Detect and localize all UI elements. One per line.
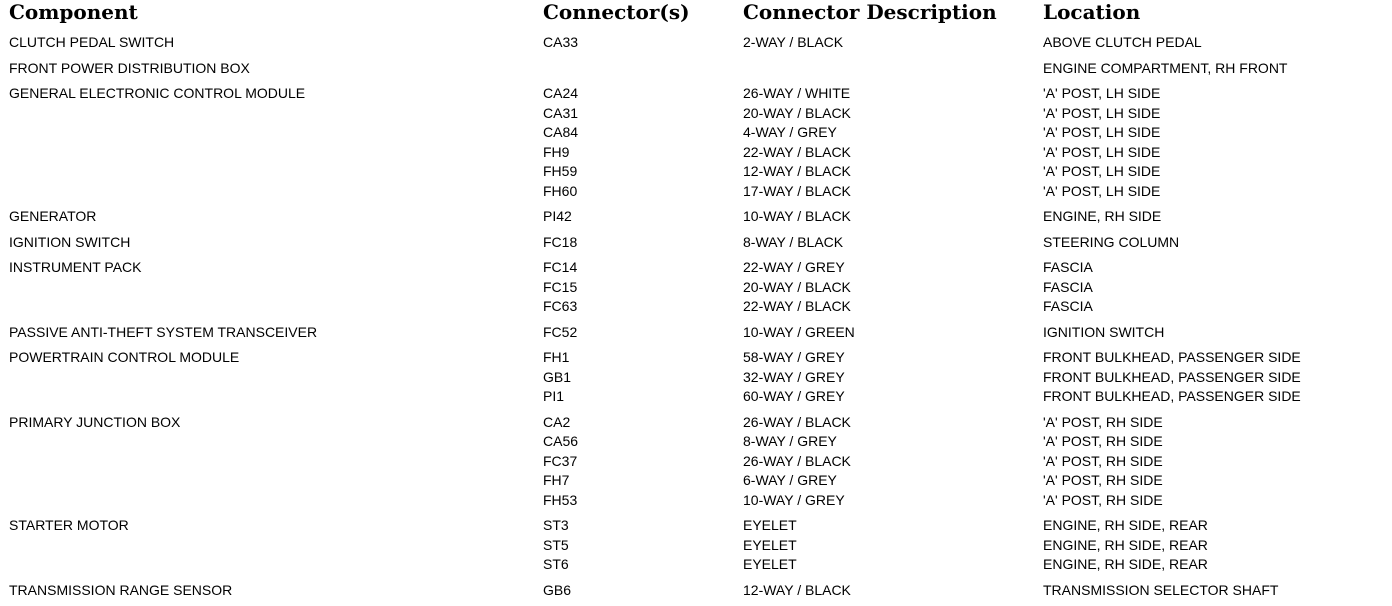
connector-id: FH59 xyxy=(543,163,578,179)
connector-id: FC18 xyxy=(543,233,578,250)
connector-description: 10-WAY / BLACK xyxy=(743,208,851,224)
connector-location: 'A' POST, LH SIDE xyxy=(1043,163,1161,179)
connector-description: 60-WAY / GREY xyxy=(743,388,845,404)
connector-description: 20-WAY / BLACK xyxy=(743,104,851,121)
component-name: PRIMARY JUNCTION BOX xyxy=(9,413,181,430)
connector-location: ENGINE, RH SIDE, REAR xyxy=(1043,536,1208,553)
connector-location: 'A' POST, RH SIDE xyxy=(1043,413,1163,430)
connector-id: FC37 xyxy=(543,452,578,469)
connector-description: 6-WAY / GREY xyxy=(743,472,837,488)
connector-location: TRANSMISSION SELECTOR SHAFT xyxy=(1043,581,1279,598)
connector-location: 'A' POST, RH SIDE xyxy=(1043,433,1163,449)
connector-description: EYELET xyxy=(743,556,797,572)
connector-id: ST5 xyxy=(543,536,569,553)
component-name: FRONT POWER DISTRIBUTION BOX xyxy=(9,59,250,76)
header-connectors: Connector(s) xyxy=(543,0,690,24)
connector-id: CA2 xyxy=(543,413,571,430)
connector-description: 32-WAY / GREY xyxy=(743,368,845,385)
connector-id: ST6 xyxy=(543,556,569,572)
connector-id: CA84 xyxy=(543,124,579,140)
connector-description: 10-WAY / GREY xyxy=(743,491,845,508)
component-group xyxy=(0,516,1392,575)
component-name: INSTRUMENT PACK xyxy=(9,259,142,275)
component-group xyxy=(0,323,1392,343)
connector-description: 17-WAY / BLACK xyxy=(743,182,851,199)
connector-location: FRONT BULKHEAD, PASSENGER SIDE xyxy=(1043,349,1301,365)
table-row xyxy=(0,123,1392,143)
connector-location: 'A' POST, LH SIDE xyxy=(1043,124,1161,140)
table-row xyxy=(0,452,1392,472)
connector-location: ENGINE, RH SIDE, REAR xyxy=(1043,517,1208,533)
connector-description: 2-WAY / BLACK xyxy=(743,34,844,50)
component-name: GENERAL ELECTRONIC CONTROL MODULE xyxy=(9,85,306,101)
connector-location: FRONT BULKHEAD, PASSENGER SIDE xyxy=(1043,388,1301,404)
connector-description: 22-WAY / BLACK xyxy=(743,298,851,314)
table-row xyxy=(0,555,1392,575)
connector-id: PI1 xyxy=(543,388,565,404)
connector-description: 12-WAY / BLACK xyxy=(743,163,851,179)
connector-id: FH53 xyxy=(543,491,578,508)
table-header xyxy=(0,0,1392,30)
connector-description: 4-WAY / GREY xyxy=(743,124,837,140)
connector-id: FH60 xyxy=(543,182,578,199)
component-name: TRANSMISSION RANGE SENSOR xyxy=(9,581,233,598)
component-group xyxy=(0,207,1392,227)
table-row xyxy=(0,471,1392,491)
table-row xyxy=(0,143,1392,163)
component-group xyxy=(0,258,1392,317)
connector-location: FASCIA xyxy=(1043,278,1093,295)
connector-location: 'A' POST, RH SIDE xyxy=(1043,452,1163,469)
connector-id: CA33 xyxy=(543,34,579,50)
connector-id: CA31 xyxy=(543,104,579,121)
connector-description: 22-WAY / GREY xyxy=(743,259,845,275)
connector-location: STEERING COLUMN xyxy=(1043,233,1180,250)
connector-description: 26-WAY / BLACK xyxy=(743,413,851,430)
table-row xyxy=(0,387,1392,407)
connector-id: ST3 xyxy=(543,517,569,533)
connector-location: 'A' POST, LH SIDE xyxy=(1043,104,1161,121)
connector-description: 20-WAY / BLACK xyxy=(743,278,851,295)
connector-description: 58-WAY / GREY xyxy=(743,349,845,365)
connector-location: FASCIA xyxy=(1043,259,1093,275)
component-name: PASSIVE ANTI-THEFT SYSTEM TRANSCEIVER xyxy=(9,323,318,340)
table-row xyxy=(0,278,1392,298)
table-row xyxy=(0,162,1392,182)
component-name: STARTER MOTOR xyxy=(9,517,129,533)
component-name: POWERTRAIN CONTROL MODULE xyxy=(9,349,240,365)
component-group xyxy=(0,413,1392,511)
connector-id: FC52 xyxy=(543,323,578,340)
component-name: GENERATOR xyxy=(9,208,97,224)
connector-description: EYELET xyxy=(743,536,797,553)
connector-description: 12-WAY / BLACK xyxy=(743,581,851,598)
connector-location: 'A' POST, LH SIDE xyxy=(1043,143,1161,160)
connector-id: FC63 xyxy=(543,298,578,314)
component-group xyxy=(0,59,1392,79)
connector-description: 26-WAY / WHITE xyxy=(743,85,851,101)
connector-id: GB1 xyxy=(543,368,572,385)
table-row xyxy=(0,84,1392,104)
connector-id: FC15 xyxy=(543,278,578,295)
connector-description: 8-WAY / BLACK xyxy=(743,233,844,250)
table-body xyxy=(0,33,1392,606)
header-connector-description: Connector Description xyxy=(743,0,997,24)
table-row xyxy=(0,368,1392,388)
table-row xyxy=(0,297,1392,317)
table-row xyxy=(0,432,1392,452)
connector-id: CA24 xyxy=(543,85,579,101)
table-row xyxy=(0,516,1392,536)
table-row xyxy=(0,581,1392,601)
connector-location: 'A' POST, LH SIDE xyxy=(1043,85,1161,101)
table-row xyxy=(0,33,1392,53)
connector-id: FC14 xyxy=(543,259,578,275)
table-row xyxy=(0,491,1392,511)
component-group xyxy=(0,84,1392,201)
connector-description: 22-WAY / BLACK xyxy=(743,143,851,160)
table-row xyxy=(0,104,1392,124)
connector-description: 8-WAY / GREY xyxy=(743,433,837,449)
table-row xyxy=(0,207,1392,227)
connector-location: 'A' POST, RH SIDE xyxy=(1043,472,1163,488)
component-group xyxy=(0,33,1392,53)
component-name: IGNITION SWITCH xyxy=(9,233,131,250)
connector-location: FRONT BULKHEAD, PASSENGER SIDE xyxy=(1043,368,1301,385)
connector-location: 'A' POST, RH SIDE xyxy=(1043,491,1163,508)
table-row xyxy=(0,323,1392,343)
table-row xyxy=(0,233,1392,253)
connector-description: 26-WAY / BLACK xyxy=(743,452,851,469)
connector-location: ABOVE CLUTCH PEDAL xyxy=(1043,34,1202,50)
table-row xyxy=(0,536,1392,556)
table-row xyxy=(0,413,1392,433)
connector-location: IGNITION SWITCH xyxy=(1043,323,1165,340)
connector-description: 10-WAY / GREEN xyxy=(743,323,855,340)
table-row xyxy=(0,258,1392,278)
connector-description: EYELET xyxy=(743,517,797,533)
component-group xyxy=(0,348,1392,407)
table-row xyxy=(0,182,1392,202)
component-group xyxy=(0,233,1392,253)
header-component: Component xyxy=(9,0,138,24)
component-name: CLUTCH PEDAL SWITCH xyxy=(9,34,175,50)
connector-location: ENGINE, RH SIDE, REAR xyxy=(1043,556,1208,572)
connector-id: GB6 xyxy=(543,581,572,598)
connector-location: ENGINE, RH SIDE xyxy=(1043,208,1162,224)
connector-location: FASCIA xyxy=(1043,298,1093,314)
connector-location: 'A' POST, LH SIDE xyxy=(1043,182,1161,199)
connector-id: PI42 xyxy=(543,208,572,224)
header-location: Location xyxy=(1043,0,1141,24)
table-row xyxy=(0,59,1392,79)
component-group xyxy=(0,581,1392,601)
connector-id: FH1 xyxy=(543,349,570,365)
connector-id: CA56 xyxy=(543,433,579,449)
connector-id: FH7 xyxy=(543,472,570,488)
table-row xyxy=(0,348,1392,368)
connector-id: FH9 xyxy=(543,143,570,160)
connector-location: ENGINE COMPARTMENT, RH FRONT xyxy=(1043,59,1288,76)
